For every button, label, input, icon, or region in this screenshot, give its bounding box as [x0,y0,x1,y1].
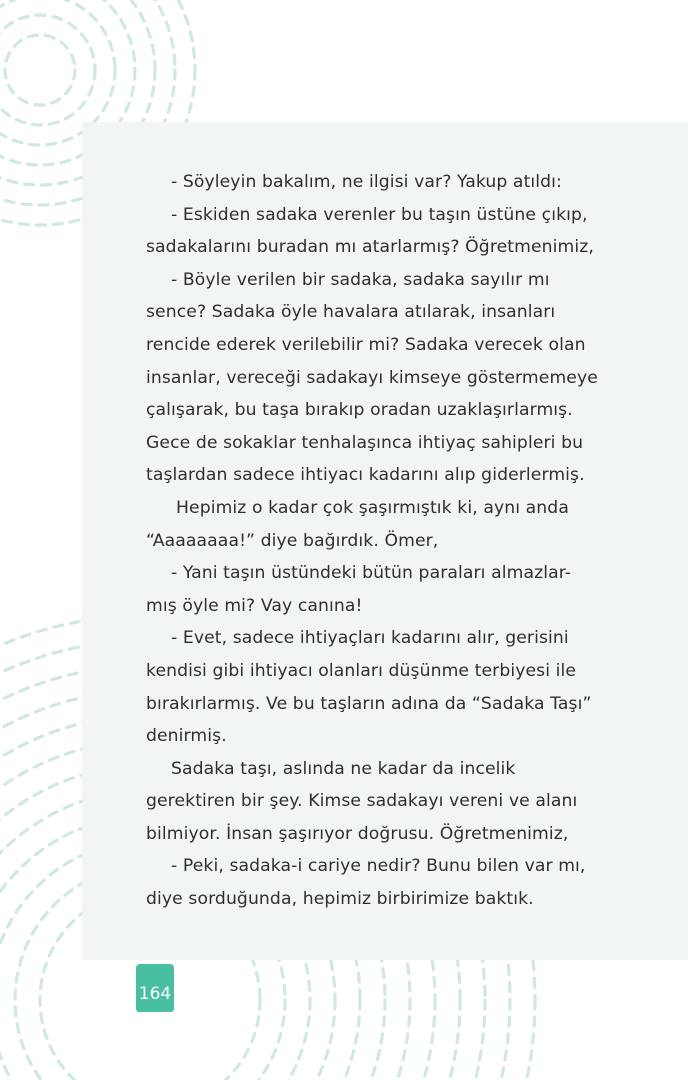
text-line: - Böyle verilen bir sadaka, sadaka sayılır mı [171,269,550,290]
text-line: denirmiş. [146,726,227,747]
text-line: Hepimiz o kadar çok şaşırmıştık ki, aynı anda [176,497,569,518]
text-line: bırakırlarmış. Ve bu taşların adına da “Sadaka Taşı” [146,693,592,714]
text-line: insanlar, vereceği sadakayı kimseye göstermemeye [146,367,598,388]
text-line: diye sorduğunda, hepimiz birbirimize baktık. [146,889,534,910]
text-line: “Aaaaaaaa!” diye bağırdık. Ömer, [146,530,439,551]
text-line: - Yani taşın üstündeki bütün paraları almazlar- [171,563,572,584]
text-line: Sadaka taşı, aslında ne kadar da incelik [171,758,516,779]
text-line: çalışarak, bu taşa bırakıp oradan uzaklaşırlarmış. [146,400,573,421]
text-line: Gece de sokaklar tenhalaşınca ihtiyaç sahipleri bu [146,432,584,453]
text-line: - Evet, sadece ihtiyaçları kadarını alır, gerisini [171,628,569,649]
text-line: gerektiren bir şey. Kimse sadakayı vereni ve alanı [146,791,578,812]
text-line: - Eskiden sadaka verenler bu taşın üstüne çıkıp, [171,204,588,225]
text-line: sence? Sadaka öyle havalara atılarak, insanları [146,302,556,323]
page-number: 164 [136,964,174,1012]
text-line: kendisi gibi ihtiyacı olanları düşünme terbiyesi ile [146,660,577,681]
text-line: - Peki, sadaka-i cariye nedir? Bunu bilen var mı, [171,856,586,877]
text-line: rencide ederek verilebilir mi? Sadaka verecek olan [146,334,586,355]
text-line: bilmiyor. İnsan şaşırıyor doğrusu. Öğretmenimiz, [146,823,569,844]
text-line: - Söyleyin bakalım, ne ilgisi var? Yakup atıldı: [171,172,562,192]
text-line: sadakalarını buradan mı atarlarmış? Öğretmenimiz, [146,237,594,258]
text-line: taşlardan sadece ihtiyacı kadarını alıp giderlermiş. [146,465,585,486]
text-line: mış öyle mi? Vay canına! [146,595,363,616]
page-text [146,166,598,916]
